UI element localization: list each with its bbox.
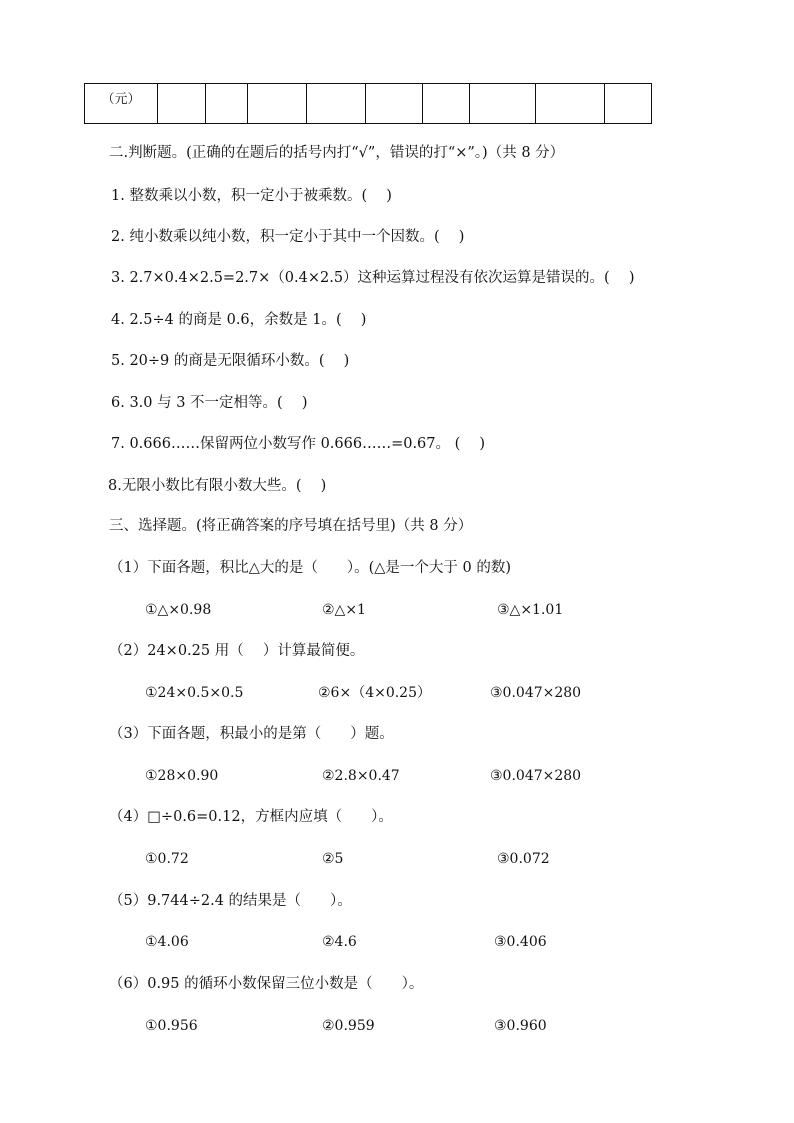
choice-option: ②0.959	[322, 1018, 375, 1034]
table-cell	[307, 84, 366, 124]
choice-option: ③△×1.01	[497, 602, 564, 618]
section3-heading: 三、选择题。(将正确答案的序号填在括号里)（共 8 分）	[109, 518, 473, 534]
choice-option: ①0.72	[145, 851, 189, 867]
choice-option: ②6×（4×0.25）	[318, 685, 431, 701]
table-cell	[248, 84, 307, 124]
judge-item-1: 1. 整数乘以小数，积一定小于被乘数。( )	[111, 188, 392, 204]
table-row	[85, 84, 652, 124]
choice-option: ③0.960	[494, 1018, 547, 1034]
table-cell	[536, 84, 605, 124]
choice-option: ①24×0.5×0.5	[145, 685, 244, 701]
judge-item-5: 5. 20÷9 的商是无限循环小数。( )	[111, 353, 350, 369]
judge-item-6: 6. 3.0 与 3 不一定相等。( )	[111, 395, 308, 411]
choice-question-4: （4）□÷0.6=0.12，方框内应填（ ）。	[109, 809, 393, 825]
table-cell	[158, 84, 206, 124]
choice-option: ③0.047×280	[490, 685, 582, 701]
judge-item-8: 8.无限小数比有限小数大些。( )	[108, 478, 327, 494]
table-cell	[366, 84, 423, 124]
choice-option: ③0.072	[497, 851, 550, 867]
choice-option: ③0.047×280	[490, 768, 582, 784]
choice-question-2: （2）24×0.25 用（ ）计算最简便。	[109, 643, 365, 659]
choice-option: ①28×0.90	[145, 768, 219, 784]
judge-item-2: 2. 纯小数乘以纯小数，积一定小于其中一个因数。( )	[111, 229, 465, 245]
choice-question-5: （5）9.744÷2.4 的结果是（ ）。	[109, 893, 352, 909]
judge-item-7: 7. 0.666……保留两位小数写作 0.666……=0.67。 ( )	[111, 436, 486, 452]
judge-item-3: 3. 2.7×0.4×2.5=2.7×（0.4×2.5）这种运算过程没有依次运算是错误的。( )	[111, 270, 635, 286]
table-cell	[206, 84, 248, 124]
choice-question-3: （3）下面各题，积最小的是第（ ）题。	[109, 726, 394, 742]
judge-item-4: 4. 2.5÷4 的商是 0.6，余数是 1。( )	[111, 312, 367, 328]
choice-option: ②4.6	[322, 934, 357, 950]
table-cell	[605, 84, 652, 124]
choice-question-6: （6）0.95 的循环小数保留三位小数是（ ）。	[109, 976, 424, 992]
choice-question-1: （1）下面各题，积比△大的是（ ）。(△是一个大于 0 的数)	[109, 560, 512, 576]
choice-option: ①4.06	[145, 934, 189, 950]
choice-option: ①△×0.98	[145, 602, 212, 618]
choice-option: ②5	[322, 851, 344, 867]
table-cell-unit: （元）	[85, 84, 158, 124]
price-table	[84, 83, 652, 124]
choice-option: ①0.956	[145, 1018, 198, 1034]
table-cell	[470, 84, 536, 124]
choice-option: ②2.8×0.47	[322, 768, 400, 784]
section2-heading: 二.判断题。(正确的在题后的括号内打“√”，错误的打“×”。)（共 8 分）	[109, 145, 565, 161]
choice-option: ②△×1	[322, 602, 366, 618]
choice-option: ③0.406	[494, 934, 547, 950]
table-cell	[423, 84, 470, 124]
